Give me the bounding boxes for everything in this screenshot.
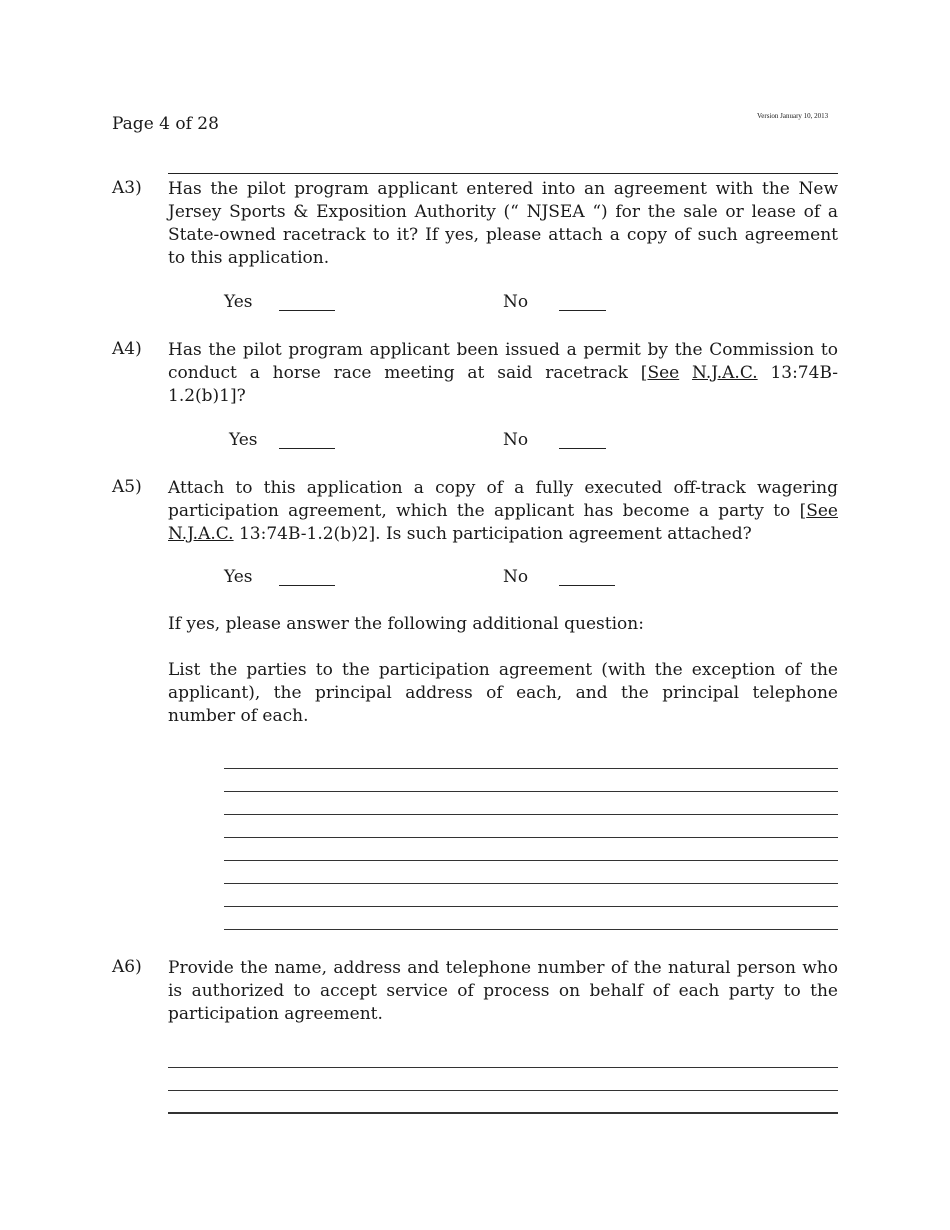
question-a5-label: A5): [112, 477, 142, 497]
version-label: Version January 10, 2013: [757, 112, 829, 120]
a5-answer-line[interactable]: [224, 791, 838, 792]
a4-see-ref: See: [647, 363, 680, 383]
question-a5-text: [168, 477, 838, 546]
a4-text-before: Has the pilot program applicant been issued a permit by the Commission to conduct a horse race meeting at said racetrack [: [168, 340, 838, 383]
a3-yes-blank[interactable]: [279, 310, 335, 311]
a5-answer-line[interactable]: [224, 814, 838, 815]
a5-no-label: No: [503, 567, 529, 587]
question-a4-label: A4): [112, 339, 142, 359]
a5-answer-line[interactable]: [224, 883, 838, 884]
a5-answer-line[interactable]: [224, 906, 838, 907]
a4-text-after: 13:74B-1.2(b)1]?: [168, 363, 838, 406]
question-a6-label: A6): [112, 957, 142, 977]
a6-answer-line[interactable]: [168, 1090, 838, 1091]
page-number: Page 4 of 28: [112, 114, 219, 134]
question-a6-text: Provide the name, address and telephone number of the natural person who is authorized to accept service of process on behalf of each party to the participation agreement.: [168, 958, 838, 1024]
a5-no-blank[interactable]: [559, 585, 615, 586]
question-a3-text: Has the pilot program applicant entered into an agreement with the New Jersey Sports & Exposition Authority (“ NJSEA “) for the sale or lease of a State-owned racetrack to it? If yes, please attach a copy of such agreement to this application.: [168, 179, 838, 268]
a5-list-prompt: List the parties to the participation agreement (with the exception of the applicant), the principal address of each, and the principal telephone number of each.: [168, 660, 838, 726]
a5-answer-line[interactable]: [224, 837, 838, 838]
a6-answer-line[interactable]: [168, 1067, 838, 1068]
a5-followup-text: If yes, please answer the following additional question:: [168, 614, 644, 634]
a5-yes-label: Yes: [224, 567, 253, 587]
a4-yes-label: Yes: [229, 430, 258, 450]
question-a4-text: [168, 339, 838, 408]
a5-yes-blank[interactable]: [279, 585, 335, 586]
a3-no-label: No: [503, 292, 529, 312]
a4-no-blank[interactable]: [559, 448, 606, 449]
a3-no-blank[interactable]: [559, 310, 606, 311]
a4-yes-blank[interactable]: [279, 448, 335, 449]
a6-answer-line[interactable]: [168, 1112, 838, 1114]
header-rule: [168, 173, 838, 174]
a5-answer-line[interactable]: [224, 768, 838, 769]
a5-answer-line[interactable]: [224, 929, 838, 930]
a5-njac-ref: N.J.A.C.: [168, 524, 234, 544]
a4-no-label: No: [503, 430, 529, 450]
a5-text-before: Attach to this application a copy of a fully executed off-track wagering participation agreement, which the applicant has become a party to [: [168, 478, 838, 521]
a5-text-after: 13:74B-1.2(b)2]. Is such participation agreement attached?: [233, 524, 752, 544]
a4-njac-ref: N.J.A.C.: [692, 363, 758, 383]
a5-answer-line[interactable]: [224, 860, 838, 861]
a5-see-ref: See: [806, 501, 838, 521]
question-a3-label: A3): [112, 178, 142, 198]
a3-yes-label: Yes: [224, 292, 253, 312]
